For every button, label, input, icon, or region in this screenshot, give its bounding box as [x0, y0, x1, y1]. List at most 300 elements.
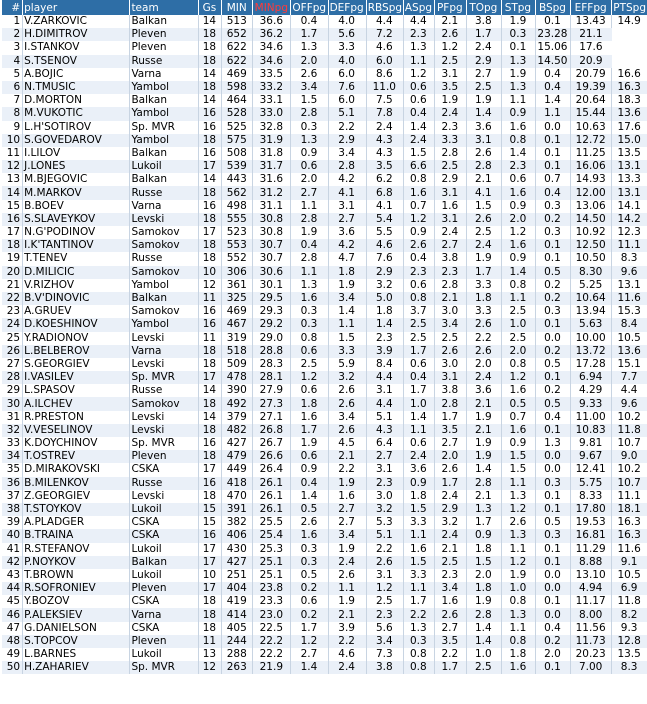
cell-player-name-link[interactable]: I.K'TANTINOV: [23, 239, 130, 252]
cell-efficiency: 21.1: [571, 28, 612, 41]
cell-personal-fouls: 2.6: [434, 345, 466, 358]
cell-player-name-link[interactable]: S.TOPCOV: [23, 635, 130, 648]
cell-defensive-rebounds: 3.9: [328, 622, 366, 635]
cell-assists: 0.4: [403, 107, 434, 120]
cell-turnovers: 4.1: [466, 186, 501, 199]
cell-offensive-rebounds: 0.6: [291, 450, 328, 463]
cell-efficiency: 8.33: [571, 490, 612, 503]
cell-personal-fouls: 3.2: [434, 516, 466, 529]
cell-player-name-link[interactable]: T.BROWN: [23, 569, 130, 582]
cell-turnovers: 1.9: [466, 437, 501, 450]
column-header-aspg[interactable]: ASpg: [403, 0, 434, 15]
cell-player-name-link[interactable]: P.NOYKOV: [23, 556, 130, 569]
cell-rebounds: 2.3: [366, 332, 403, 345]
cell-assists: 0.9: [403, 226, 434, 239]
cell-assists: 3.6: [403, 463, 434, 476]
cell-personal-fouls: 3.0: [434, 358, 466, 371]
cell-player-name-link[interactable]: A.ILCHEV: [23, 397, 130, 410]
cell-offensive-rebounds: 1.7: [291, 622, 328, 635]
cell-assists: 0.8: [403, 661, 434, 674]
cell-player-name-link[interactable]: G.DANIELSON: [23, 622, 130, 635]
cell-player-name-link[interactable]: Z.GEORGIEV: [23, 490, 130, 503]
cell-assists: 2.6: [403, 239, 434, 252]
cell-blocks: 0.1: [535, 556, 570, 569]
cell-games: 12: [198, 661, 222, 674]
cell-team: Samokov: [130, 226, 198, 239]
cell-efficiency: 10.50: [571, 252, 612, 265]
cell-minutes-per-game: 27.1: [253, 411, 291, 424]
cell-player-name-link[interactable]: Y.RADIONOV: [23, 332, 130, 345]
cell-minutes: 391: [222, 503, 253, 516]
cell-minutes: 319: [222, 332, 253, 345]
cell-efficiency: 20.9: [571, 55, 612, 68]
cell-turnovers: 1.9: [466, 450, 501, 463]
cell-offensive-rebounds: 1.1: [291, 200, 328, 213]
cell-rank: 29: [2, 384, 23, 397]
cell-offensive-rebounds: 2.8: [291, 107, 328, 120]
cell-player-name-link[interactable]: T.OSTREV: [23, 450, 130, 463]
column-header-topg[interactable]: TOpg: [466, 0, 501, 15]
cell-games: 14: [198, 94, 222, 107]
column-header-rank[interactable]: #: [2, 0, 23, 15]
cell-steals: 1.4: [501, 147, 535, 160]
cell-offensive-rebounds: 2.6: [291, 68, 328, 81]
cell-minutes-per-game: 30.6: [253, 266, 291, 279]
cell-efficiency: 13.72: [571, 345, 612, 358]
cell-personal-fouls: 2.0: [434, 450, 466, 463]
player-stats-table: [2, 0, 647, 674]
cell-player-name-link[interactable]: S.GEORGIEV: [23, 358, 130, 371]
cell-assists: 0.8: [403, 292, 434, 305]
cell-assists: 1.2: [403, 213, 434, 226]
cell-minutes: 244: [222, 635, 253, 648]
cell-points: 12.8: [612, 635, 647, 648]
cell-player-name-link[interactable]: I.STANKOV: [23, 41, 130, 54]
cell-rank: 15: [2, 200, 23, 213]
cell-assists: 1.1: [403, 424, 434, 437]
cell-efficiency: 11.25: [571, 147, 612, 160]
column-header-bspg[interactable]: BSpg: [535, 0, 570, 15]
cell-blocks: 0.4: [535, 411, 570, 424]
cell-assists: 2.2: [403, 608, 434, 621]
cell-rebounds: 6.0: [366, 55, 403, 68]
cell-games: 17: [198, 582, 222, 595]
cell-efficiency: 12.72: [571, 134, 612, 147]
cell-assists: 3.3: [403, 516, 434, 529]
cell-assists: 1.6: [403, 186, 434, 199]
cell-player-name-link[interactable]: S.SLAVEYKOV: [23, 213, 130, 226]
cell-steals: 0.5: [501, 397, 535, 410]
cell-points: 16.3: [612, 81, 647, 94]
cell-player-name-link[interactable]: N.G'PODINOV: [23, 226, 130, 239]
cell-player-name-link[interactable]: M.MARKOV: [23, 186, 130, 199]
cell-turnovers: 1.7: [466, 266, 501, 279]
cell-offensive-rebounds: 0.6: [291, 345, 328, 358]
cell-efficiency: 12.50: [571, 239, 612, 252]
cell-blocks: 0.1: [535, 239, 570, 252]
cell-player-name-link[interactable]: V.RIZHOV: [23, 279, 130, 292]
column-header-min[interactable]: MIN: [222, 0, 253, 15]
cell-defensive-rebounds: 4.0: [328, 55, 366, 68]
cell-efficiency: 10.64: [571, 292, 612, 305]
cell-team: CSKA: [130, 595, 198, 608]
cell-team: Balkan: [130, 147, 198, 160]
cell-minutes-per-game: 30.7: [253, 239, 291, 252]
cell-points: 9.6: [612, 397, 647, 410]
cell-assists: 0.8: [403, 648, 434, 661]
cell-efficiency: 10.92: [571, 226, 612, 239]
cell-assists: 0.8: [403, 173, 434, 186]
cell-minutes-per-game: 25.1: [253, 569, 291, 582]
cell-defensive-rebounds: 2.6: [328, 397, 366, 410]
cell-defensive-rebounds: 6.0: [328, 68, 366, 81]
cell-rebounds: 5.3: [366, 516, 403, 529]
cell-turnovers: 2.2: [466, 332, 501, 345]
cell-player-name-link[interactable]: A.PLADGER: [23, 516, 130, 529]
cell-player-name-link[interactable]: B.TRAINA: [23, 529, 130, 542]
cell-games: 18: [198, 252, 222, 265]
column-header-minpg-sorted[interactable]: MINpg: [253, 0, 291, 15]
cell-minutes: 469: [222, 305, 253, 318]
cell-rebounds: 6.8: [366, 186, 403, 199]
cell-turnovers: 2.8: [466, 608, 501, 621]
cell-personal-fouls: 2.3: [434, 569, 466, 582]
cell-defensive-rebounds: 1.5: [328, 332, 366, 345]
cell-player-name-link[interactable]: A.BOJIC: [23, 68, 130, 81]
cell-rank: 24: [2, 318, 23, 331]
cell-blocks: 0.1: [535, 490, 570, 503]
cell-efficiency: 11.73: [571, 635, 612, 648]
cell-defensive-rebounds: 5.9: [328, 358, 366, 371]
cell-offensive-rebounds: 1.3: [291, 279, 328, 292]
cell-efficiency: 13.94: [571, 305, 612, 318]
cell-offensive-rebounds: 0.9: [291, 463, 328, 476]
cell-blocks: 0.1: [535, 15, 570, 28]
column-header-pfpg[interactable]: PFpg: [434, 0, 466, 15]
cell-player-name-link[interactable]: R.STEFANOV: [23, 543, 130, 556]
cell-player-name-link[interactable]: J.LONES: [23, 160, 130, 173]
table-row: [2, 582, 647, 595]
cell-defensive-rebounds: 1.8: [328, 266, 366, 279]
cell-team: Russe: [130, 477, 198, 490]
cell-assists: 1.7: [403, 384, 434, 397]
cell-player-name-link[interactable]: T.STOYKOV: [23, 503, 130, 516]
cell-rank: 44: [2, 582, 23, 595]
cell-assists: 1.5: [403, 503, 434, 516]
cell-games: 17: [198, 160, 222, 173]
cell-team: Russe: [130, 55, 198, 68]
cell-minutes-per-game: 31.8: [253, 147, 291, 160]
cell-personal-fouls: 2.7: [434, 622, 466, 635]
column-header-games[interactable]: Gs: [198, 0, 222, 15]
cell-defensive-rebounds: 2.6: [328, 424, 366, 437]
table-row: [2, 450, 647, 463]
cell-efficiency: 5.63: [571, 318, 612, 331]
cell-efficiency: 4.29: [571, 384, 612, 397]
cell-assists: 1.5: [403, 556, 434, 569]
cell-defensive-rebounds: 3.2: [328, 371, 366, 384]
cell-player-name-link[interactable]: L.H'SOTIROV: [23, 121, 130, 134]
cell-assists: 3.3: [403, 569, 434, 582]
cell-minutes: 513: [222, 15, 253, 28]
cell-personal-fouls: 1.7: [434, 661, 466, 674]
cell-blocks: 0.4: [535, 68, 570, 81]
cell-player-name-link[interactable]: I.VASILEV: [23, 371, 130, 384]
cell-personal-fouls: 1.2: [434, 41, 466, 54]
table-row: [2, 279, 647, 292]
cell-offensive-rebounds: 0.8: [291, 332, 328, 345]
table-row: [2, 358, 647, 371]
cell-player-name-link[interactable]: A.GRUEV: [23, 305, 130, 318]
cell-assists: 1.7: [403, 345, 434, 358]
cell-defensive-rebounds: 2.2: [328, 463, 366, 476]
table-row: [2, 81, 647, 94]
cell-rank: 9: [2, 121, 23, 134]
cell-points: 8.4: [612, 318, 647, 331]
cell-defensive-rebounds: 2.1: [328, 450, 366, 463]
table-row: [2, 55, 647, 68]
cell-player-name-link[interactable]: S.TSENOV: [23, 55, 130, 68]
cell-player-name-link[interactable]: I.LILOV: [23, 147, 130, 160]
cell-player-name-link[interactable]: T.TENEV: [23, 252, 130, 265]
cell-steals: 1.8: [501, 648, 535, 661]
cell-minutes: 528: [222, 107, 253, 120]
cell-steals: 0.8: [501, 134, 535, 147]
cell-efficiency: 17.80: [571, 503, 612, 516]
cell-games: 16: [198, 107, 222, 120]
cell-steals: 1.3: [501, 55, 535, 68]
cell-personal-fouls: 1.6: [434, 595, 466, 608]
cell-efficiency: 11.17: [571, 595, 612, 608]
cell-defensive-rebounds: 3.4: [328, 292, 366, 305]
cell-rebounds: 4.3: [366, 134, 403, 147]
column-header-defpg[interactable]: DEFpg: [328, 0, 366, 15]
cell-player-name-link[interactable]: R.PRESTON: [23, 411, 130, 424]
cell-minutes: 508: [222, 147, 253, 160]
cell-personal-fouls: 1.7: [434, 477, 466, 490]
cell-player-name-link[interactable]: M.BJEGOVIC: [23, 173, 130, 186]
cell-minutes: 464: [222, 94, 253, 107]
table-row: [2, 477, 647, 490]
cell-minutes-per-game: 33.1: [253, 94, 291, 107]
cell-games: 18: [198, 424, 222, 437]
cell-player-name-link[interactable]: M.VUKOTIC: [23, 107, 130, 120]
cell-rebounds: 7.5: [366, 94, 403, 107]
cell-assists: 1.1: [403, 55, 434, 68]
column-header-ptspg[interactable]: PTSpg: [613, 1, 647, 14]
cell-assists: 3.7: [403, 305, 434, 318]
cell-minutes-per-game: 29.3: [253, 305, 291, 318]
cell-blocks: 0.1: [535, 160, 570, 173]
cell-team: Russe: [130, 252, 198, 265]
cell-player-name-link[interactable]: D.MILICIC: [23, 266, 130, 279]
cell-team: Samokov: [130, 239, 198, 252]
cell-team: Varna: [130, 345, 198, 358]
cell-blocks: 1.3: [535, 437, 570, 450]
cell-assists: 1.8: [403, 490, 434, 503]
cell-blocks: 0.1: [535, 371, 570, 384]
cell-player-name-link[interactable]: L.BARNES: [23, 648, 130, 661]
cell-personal-fouls: 2.7: [434, 437, 466, 450]
column-header-player[interactable]: player: [23, 0, 130, 15]
column-header-offpg[interactable]: OFFpg: [292, 1, 327, 14]
cell-minutes-per-game: 27.3: [253, 397, 291, 410]
cell-player-name-link[interactable]: H.DIMITROV: [23, 28, 130, 41]
cell-rebounds: 8.4: [366, 358, 403, 371]
cell-rank: 42: [2, 556, 23, 569]
cell-efficiency: 4.94: [571, 582, 612, 595]
cell-games: 10: [198, 569, 222, 582]
cell-offensive-rebounds: 0.2: [291, 582, 328, 595]
cell-rank: 47: [2, 622, 23, 635]
table-row: [2, 173, 647, 186]
table-row: [2, 503, 647, 516]
cell-rank: 40: [2, 529, 23, 542]
table-row: [2, 384, 647, 397]
cell-minutes: 525: [222, 121, 253, 134]
cell-blocks: 0.0: [535, 332, 570, 345]
cell-minutes-per-game: 29.2: [253, 318, 291, 331]
cell-assists: 1.3: [403, 41, 434, 54]
cell-defensive-rebounds: 2.2: [328, 635, 366, 648]
cell-efficiency: 8.30: [571, 266, 612, 279]
table-row: [2, 635, 647, 648]
column-header-effpg[interactable]: EFFpg: [571, 0, 612, 15]
cell-player-name-link[interactable]: B.BOEV: [23, 200, 130, 213]
cell-player-name-link[interactable]: D.MORTON: [23, 94, 130, 107]
cell-games: 18: [198, 595, 222, 608]
cell-steals: 1.3: [501, 608, 535, 621]
cell-player-name-link[interactable]: V.VESELINOV: [23, 424, 130, 437]
cell-rebounds: 3.5: [366, 160, 403, 173]
cell-minutes-per-game: 29.5: [253, 292, 291, 305]
cell-offensive-rebounds: 0.3: [291, 305, 328, 318]
cell-rebounds: 7.3: [366, 648, 403, 661]
cell-player-name-link[interactable]: K.DOYCHINOV: [23, 437, 130, 450]
cell-personal-fouls: 3.1: [434, 371, 466, 384]
cell-rank: 38: [2, 503, 23, 516]
cell-blocks: 0.0: [535, 450, 570, 463]
table-row: [2, 529, 647, 542]
table-row: [2, 239, 647, 252]
table-row: [2, 41, 647, 54]
cell-points: 10.2: [612, 411, 647, 424]
cell-points: 8.3: [612, 661, 647, 674]
cell-player-name-link[interactable]: B.MILENKOV: [23, 477, 130, 490]
cell-minutes-per-game: 33.5: [253, 68, 291, 81]
cell-team: Samokov: [130, 397, 198, 410]
cell-player-name-link[interactable]: L.SPASOV: [23, 384, 130, 397]
cell-defensive-rebounds: 7.6: [328, 81, 366, 94]
cell-rebounds: 7.6: [366, 252, 403, 265]
cell-blocks: 0.3: [535, 226, 570, 239]
cell-player-name-link[interactable]: Y.BOZOV: [23, 595, 130, 608]
cell-player-name-link[interactable]: V.ZARKOVIC: [23, 15, 130, 28]
cell-rank: 21: [2, 279, 23, 292]
cell-personal-fouls: 2.4: [434, 490, 466, 503]
cell-rebounds: 5.1: [366, 411, 403, 424]
cell-games: 17: [198, 463, 222, 476]
cell-assists: 1.3: [403, 622, 434, 635]
cell-blocks: 0.1: [535, 503, 570, 516]
table-row: [2, 424, 647, 437]
table-row: [2, 648, 647, 661]
cell-blocks: 0.2: [535, 279, 570, 292]
cell-minutes-per-game: 28.3: [253, 358, 291, 371]
cell-player-name-link[interactable]: L.BELBEROV: [23, 345, 130, 358]
cell-offensive-rebounds: 1.7: [291, 28, 328, 41]
cell-blocks: 1.4: [535, 94, 570, 107]
cell-rebounds: 4.4: [366, 371, 403, 384]
cell-points: 9.0: [612, 450, 647, 463]
cell-team: Pleven: [130, 450, 198, 463]
cell-minutes-per-game: 26.4: [253, 463, 291, 476]
cell-team: Lukoil: [130, 648, 198, 661]
cell-player-name-link[interactable]: P.ALEKSIEV: [23, 608, 130, 621]
cell-minutes-per-game: 26.8: [253, 424, 291, 437]
cell-team: Pleven: [130, 41, 198, 54]
cell-defensive-rebounds: 2.9: [328, 134, 366, 147]
cell-offensive-rebounds: 0.4: [291, 239, 328, 252]
cell-efficiency: 7.00: [571, 661, 612, 674]
cell-rank: 1: [2, 15, 23, 28]
cell-personal-fouls: 2.6: [434, 608, 466, 621]
cell-offensive-rebounds: 1.9: [291, 437, 328, 450]
cell-turnovers: 1.7: [466, 28, 501, 41]
cell-minutes: 382: [222, 516, 253, 529]
cell-team: Levski: [130, 411, 198, 424]
column-header-rbspg[interactable]: RBSpg: [367, 1, 403, 14]
cell-minutes: 288: [222, 648, 253, 661]
cell-blocks: 0.1: [535, 252, 570, 265]
cell-points: 14.2: [612, 213, 647, 226]
cell-rebounds: 5.5: [366, 226, 403, 239]
cell-player-name-link[interactable]: H.ZAHARIEV: [23, 661, 130, 674]
cell-offensive-rebounds: 2.8: [291, 252, 328, 265]
cell-offensive-rebounds: 0.4: [291, 477, 328, 490]
cell-rebounds: 3.1: [366, 463, 403, 476]
cell-offensive-rebounds: 1.3: [291, 134, 328, 147]
cell-steals: 1.6: [501, 186, 535, 199]
cell-minutes: 555: [222, 213, 253, 226]
cell-personal-fouls: 2.5: [434, 332, 466, 345]
cell-team: CSKA: [130, 529, 198, 542]
column-header-team[interactable]: team: [130, 0, 198, 15]
cell-player-name-link[interactable]: R.SOFRONIEV: [23, 582, 130, 595]
cell-player-name-link[interactable]: N.TMUSIC: [23, 81, 130, 94]
cell-team: Lukoil: [130, 160, 198, 173]
cell-defensive-rebounds: 2.2: [328, 121, 366, 134]
cell-rebounds: 6.4: [366, 437, 403, 450]
cell-turnovers: 1.8: [466, 582, 501, 595]
cell-blocks: 0.3: [535, 200, 570, 213]
cell-player-name-link[interactable]: D.MIRAKOVSKI: [23, 463, 130, 476]
cell-player-name-link[interactable]: S.GOVEDAROV: [23, 134, 130, 147]
cell-defensive-rebounds: 2.7: [328, 503, 366, 516]
cell-points: 6.9: [612, 582, 647, 595]
cell-assists: 1.5: [403, 147, 434, 160]
cell-games: 16: [198, 477, 222, 490]
cell-player-name-link[interactable]: B.V'DINOVIC: [23, 292, 130, 305]
cell-player-name-link[interactable]: D.KOESHINOV: [23, 318, 130, 331]
cell-rank: 35: [2, 463, 23, 476]
column-header-stpg[interactable]: STpg: [501, 0, 535, 15]
table-row: [2, 160, 647, 173]
cell-offensive-rebounds: 0.6: [291, 160, 328, 173]
cell-rebounds: 5.4: [366, 213, 403, 226]
cell-games: 15: [198, 516, 222, 529]
cell-points: 13.1: [612, 186, 647, 199]
